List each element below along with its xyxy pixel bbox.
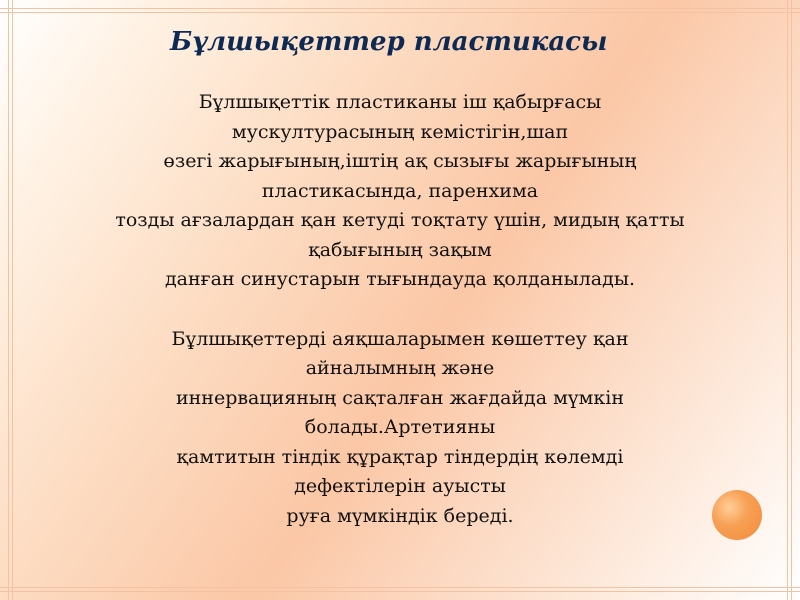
paragraph-1 bbox=[40, 88, 760, 295]
frame-border-left bbox=[8, 0, 9, 600]
paragraph-2 bbox=[40, 325, 760, 532]
decorative-circle bbox=[712, 490, 762, 540]
paragraph-line: мускултурасының кемістігін,шап bbox=[231, 120, 569, 143]
paragraph-line: қамтитын тіндік құрақтар тіндердің көлемді bbox=[176, 445, 624, 468]
frame-border-top-inner bbox=[0, 12, 800, 13]
frame-border-top bbox=[0, 8, 800, 9]
paragraph-line: өзегі жарығының,іштің ақ сызығы жарығының bbox=[163, 150, 637, 172]
frame-border-left-inner bbox=[12, 0, 13, 600]
paragraph-line: Бұлшықеттерді аяқшаларымен көшеттеу қан bbox=[171, 327, 629, 350]
paragraph-line: Бұлшықеттік пластиканы іш қабырғасы bbox=[198, 91, 602, 113]
slide-title: Бұлшықеттер пластикасы bbox=[170, 27, 608, 57]
paragraph-line: айналымның және bbox=[305, 357, 495, 379]
paragraph-line: иннервацияның сақталған жағдайда мүмкін bbox=[175, 386, 625, 409]
paragraph-line: данған синустарын тығындауда қолданылады. bbox=[164, 268, 635, 290]
frame-border-bottom-inner bbox=[0, 587, 800, 588]
paragraph-line: қабығының зақым bbox=[308, 238, 492, 261]
paragraph-line: болады.Артетияны bbox=[304, 416, 496, 438]
frame-border-right-inner bbox=[787, 0, 788, 600]
frame-border-right bbox=[791, 0, 792, 600]
paragraph-line: руға мүмкіндік береді. bbox=[286, 504, 514, 527]
paragraph-line: тозды ағзалардан қан кетуді тоқтату үшін, мидың қатты bbox=[115, 209, 685, 231]
paragraph-line: дефектілерін ауысты bbox=[294, 475, 506, 497]
frame-border-bottom bbox=[0, 591, 800, 592]
slide-body bbox=[40, 88, 760, 531]
paragraph-line: пластикасында, паренхима bbox=[261, 179, 539, 202]
